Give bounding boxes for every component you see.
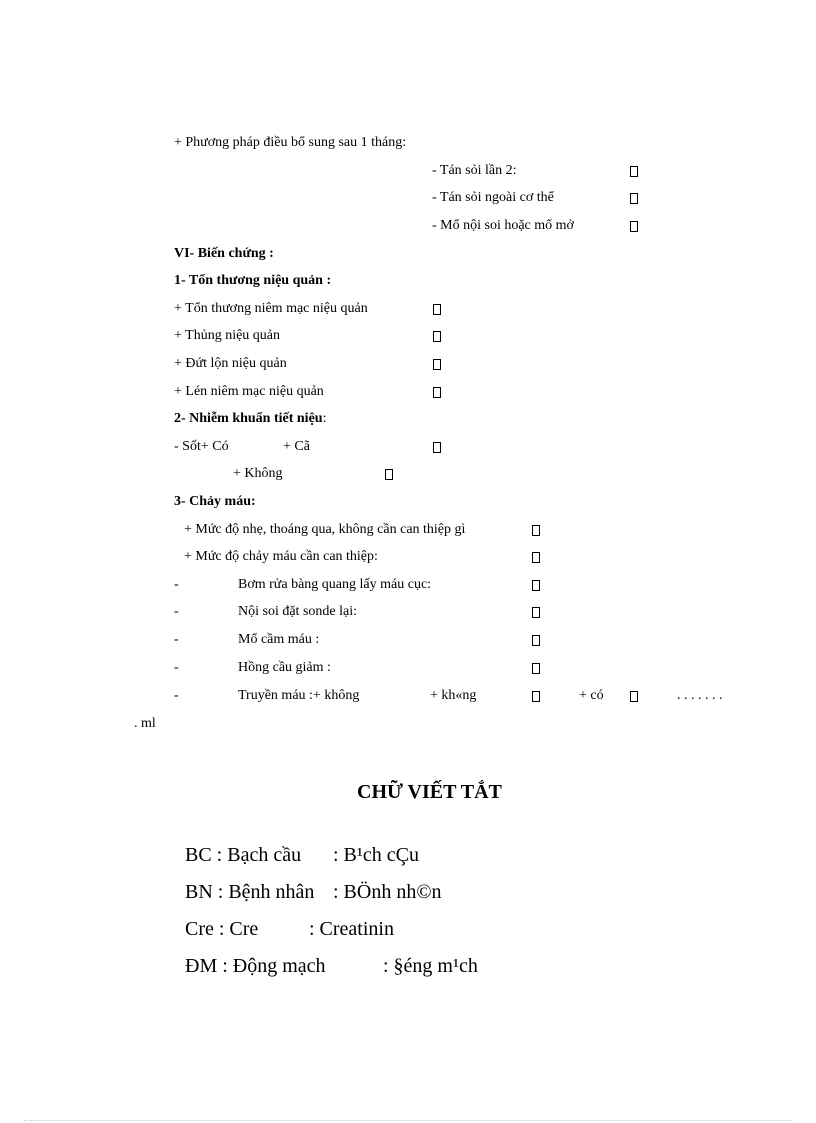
list-dash: -	[174, 660, 179, 675]
infection-heading-label: 2- Nhiễm khuẩn tiết niệu	[174, 411, 323, 426]
checkbox-ureter-2[interactable]	[433, 331, 441, 342]
fever-label: - Sốt+ Có	[174, 439, 229, 454]
checkbox-bleeding-mild[interactable]	[532, 525, 540, 536]
checkbox-method-3[interactable]	[630, 221, 638, 232]
bleeding-mild: + Mức độ nhẹ, thoáng qua, không cần can thiệp gì	[184, 522, 466, 537]
checkbox-bleeding-2[interactable]	[532, 607, 540, 618]
checkbox-bleeding-4[interactable]	[532, 663, 540, 674]
abbr-row-1-legacy: : B¹ch cÇu	[333, 844, 419, 866]
checkbox-transfusion-3[interactable]	[630, 691, 638, 702]
ureter-item-1: + Tổn thương niêm mạc niệu quản	[174, 301, 368, 316]
abbr-row-3-term: Cre : Cre	[185, 918, 259, 940]
abbr-row-1-term: BC : Bạch cầu	[185, 844, 302, 866]
transfusion-label: Truyền máu :+ không	[238, 688, 360, 703]
ureter-item-3: + Đứt lộn niệu quản	[174, 356, 287, 371]
bleeding-item-3: Mổ cầm máu :	[238, 632, 320, 647]
list-dash: -	[174, 604, 179, 619]
checkbox-method-1[interactable]	[630, 166, 638, 177]
infection-heading-colon: :	[322, 411, 327, 426]
checkbox-ureter-1[interactable]	[433, 304, 441, 315]
abbr-row-4-legacy: : §éng m¹ch	[383, 955, 478, 977]
fever-no-label: + Không	[233, 466, 283, 481]
checkbox-bleeding-intervention[interactable]	[532, 552, 540, 563]
complications-heading: VI- Biến chứng :	[174, 246, 274, 261]
checkbox-ureter-4[interactable]	[433, 387, 441, 398]
list-dash: -	[174, 688, 179, 703]
transfusion-unit: . ml	[134, 716, 156, 731]
checkbox-transfusion-2[interactable]	[532, 691, 540, 702]
page-bottom-divider	[24, 1120, 792, 1121]
checkbox-bleeding-1[interactable]	[532, 580, 540, 591]
list-dash: -	[174, 632, 179, 647]
transfusion-option-2: + kh«ng	[430, 688, 477, 703]
abbr-row-4-term: ĐM : Động mạch	[185, 955, 326, 977]
bleeding-item-2: Nội soi đặt sonde lại:	[238, 604, 357, 619]
bleeding-intervention: + Mức độ chảy máu cần can thiệp:	[184, 549, 378, 564]
bleeding-heading: 3- Chảy máu:	[174, 494, 256, 509]
checkbox-method-2[interactable]	[630, 193, 638, 204]
method-item-2: - Tán sỏi ngoài cơ thể	[432, 190, 554, 205]
transfusion-option-3: + có	[579, 688, 604, 703]
abbr-row-2-legacy: : BÖnh nh©n	[333, 881, 442, 903]
checkbox-bleeding-3[interactable]	[532, 635, 540, 646]
checkbox-ureter-3[interactable]	[433, 359, 441, 370]
list-dash: -	[174, 577, 179, 592]
transfusion-dots: . . . . . . .	[677, 688, 723, 703]
abbreviations-title: CHỮ VIẾT TẮT	[357, 781, 502, 803]
abbr-row-3-legacy: : Creatinin	[309, 918, 394, 940]
bleeding-item-1: Bơm rửa bàng quang lấy máu cục:	[238, 577, 432, 592]
abbr-row-2-term: BN : Bệnh nhân	[185, 881, 315, 903]
method-item-1: - Tán sỏi lần 2:	[432, 163, 517, 178]
ureter-heading: 1- Tổn thương niệu quản :	[174, 273, 332, 288]
infection-heading	[174, 411, 326, 427]
ureter-item-2: + Thủng niệu quản	[174, 328, 281, 343]
method-heading: + Phương pháp điều bổ sung sau 1 tháng:	[174, 135, 407, 150]
checkbox-fever-no[interactable]	[385, 469, 393, 480]
bleeding-item-4: Hồng cầu giảm :	[238, 660, 331, 675]
ureter-item-4: + Lén niêm mạc niệu quản	[174, 384, 324, 399]
method-item-3: - Mổ nội soi hoặc mổ mở	[432, 218, 574, 233]
fever-option: + Cã	[283, 439, 310, 454]
checkbox-fever-yes[interactable]	[433, 442, 441, 453]
